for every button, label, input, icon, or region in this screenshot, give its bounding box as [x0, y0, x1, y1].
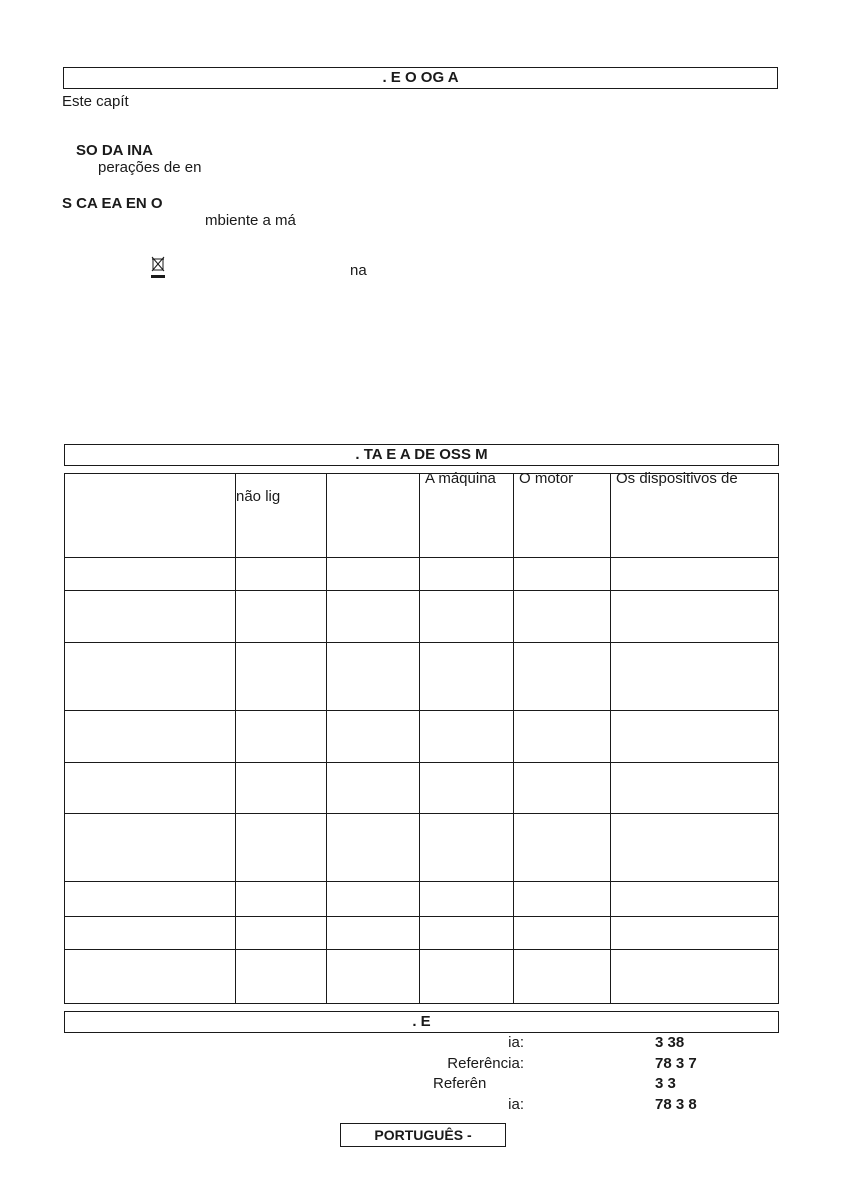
- crossed-wheelie-bin-icon: [150, 256, 166, 280]
- table-col-divider: [513, 474, 514, 1003]
- footer-language-label: PORTUGUÊS -: [374, 1127, 472, 1143]
- table-row-divider: [65, 881, 778, 882]
- reference-label: Referência:: [447, 1055, 524, 1072]
- text-icon-note: na: [350, 262, 367, 279]
- table-header-machine: A máquina: [425, 470, 496, 487]
- section-2-title-box: [64, 444, 779, 466]
- heading-use-of-machine: SO DA INA: [76, 142, 153, 159]
- table-col-divider: [235, 474, 236, 1003]
- reference-value: 3 3: [655, 1075, 676, 1092]
- intro-text: Este capít: [62, 93, 129, 110]
- table-col-divider: [419, 474, 420, 1003]
- table-row-divider: [65, 590, 778, 591]
- table-row-divider: [65, 949, 778, 950]
- section-1-title: . E O OG A: [382, 69, 459, 86]
- table-header-devices: Os dispositivos de: [616, 470, 738, 487]
- table-header-motor: O motor: [519, 470, 574, 487]
- table-row-divider: [65, 762, 778, 763]
- reference-value: 78 3 8: [655, 1096, 697, 1113]
- section-2-title: . TA E A DE OSS M: [355, 446, 488, 463]
- table-row-divider: [65, 642, 778, 643]
- heading-environment: S CA EA EN O: [62, 195, 163, 212]
- table-row-divider: [65, 710, 778, 711]
- table-row-divider: [65, 916, 778, 917]
- text-environment: mbiente a má: [205, 212, 296, 229]
- table-header-col2: não lig: [236, 488, 281, 505]
- text-use-of-machine: perações de en: [98, 159, 202, 176]
- page-footer-language: [340, 1123, 506, 1147]
- reference-value: 3 38: [655, 1034, 685, 1051]
- section-3-title-box: [64, 1011, 779, 1033]
- reference-value: 78 3 7: [655, 1055, 697, 1072]
- table-col-divider: [326, 474, 327, 1003]
- table-row-divider: [65, 813, 778, 814]
- section-1-title-box: [63, 67, 778, 89]
- reference-label: ia:: [508, 1096, 524, 1113]
- reference-label: ia:: [508, 1034, 524, 1051]
- section-3-title: . E: [412, 1013, 431, 1030]
- maintenance-table: [64, 470, 779, 1004]
- table-col-divider: [610, 474, 611, 1003]
- reference-label: Referên: [433, 1075, 487, 1092]
- table-row-divider: [65, 557, 778, 558]
